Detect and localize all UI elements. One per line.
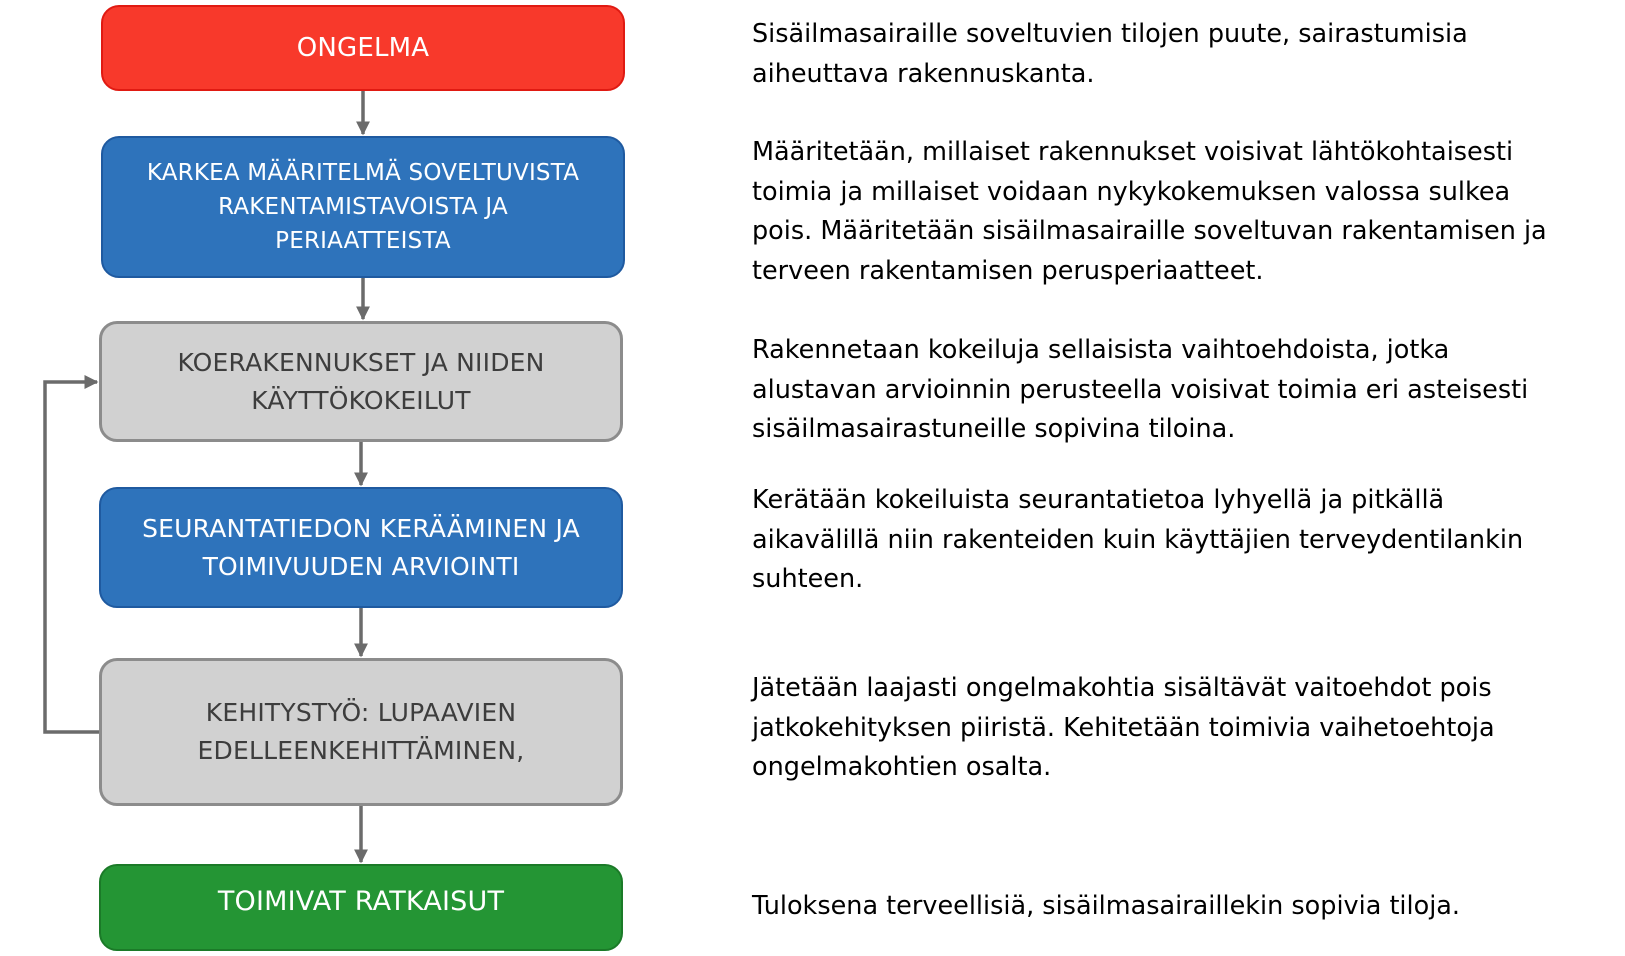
development-description: Jätetään laajasti ongelmakohtia sisältävät vaitoehdot pois jatkokehityksen piiristä. Kehitetään toimivia vaihetoehtoja ongelmakohtien osalta. (752, 673, 1495, 782)
pilots-box (99, 321, 623, 442)
problem-box (101, 5, 625, 91)
pilots-description: Rakennetaan kokeiluja sellaisista vaihtoehdoista, jotka alustavan arvioinnin perusteella voisivat toimia eri asteisesti sisäilmasairastuneille sopivina tiloina. (752, 335, 1529, 444)
problem-label: ONGELMA (296, 33, 430, 63)
development-box (99, 658, 623, 806)
solution-box (99, 864, 623, 951)
definition-label: KARKEA MÄÄRITELMÄ SOVELTUVISTA RAKENTAMISTAVOISTA JA PERIAATTEISTA (146, 160, 580, 254)
monitoring-box (99, 487, 623, 608)
pilots-label: KOERAKENNUKSET JA NIIDEN KÄYTTÖKOKEILUT (177, 347, 545, 415)
definition-box (101, 136, 625, 278)
problem-description: Sisäilmasairaille soveltuvien tilojen puute, sairastumisia aiheuttava rakennuskanta. (752, 19, 1468, 89)
development-label: KEHITYSTYÖ: LUPAAVIEN EDELLEENKEHITTÄMINEN, (197, 698, 525, 765)
solution-label: TOIMIVAT RATKAISUT (217, 886, 505, 917)
monitoring-label: SEURANTATIEDON KERÄÄMINEN JA TOIMIVUUDEN ARVIOINTI (142, 513, 580, 581)
monitoring-description: Kerätään kokeiluista seurantatietoa lyhyellä ja pitkällä aikavälillä niin rakenteiden kuin käyttäjien terveydentilankin suhteen. (752, 485, 1524, 594)
feedback-loop-arrow (45, 382, 101, 732)
definition-description: Määritetään, millaiset rakennukset voisivat lähtökohtaisesti toimia ja millaiset voidaan nykykokemuksen valossa sulkea pois. Määritetään sisäilmasairaille soveltuvan rakentamisen ja terveen rakentamisen perusperiaatteet. (752, 137, 1547, 286)
solution-description: Tuloksena terveellisiä, sisäilmasairaillekin sopivia tiloja. (752, 891, 1461, 921)
